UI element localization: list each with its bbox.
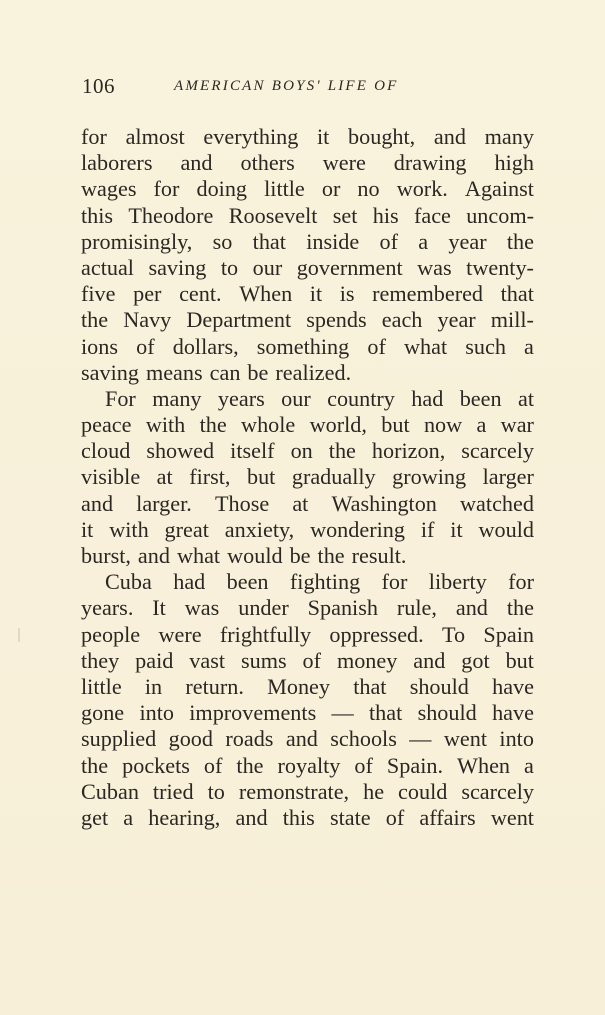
text-line: five per cent. When it is remembered that (81, 281, 534, 307)
text-line: visible at first, but gradually growing larger (81, 464, 534, 490)
body-text (81, 124, 534, 831)
text-line: get a hearing, and this state of affairs went (81, 804, 534, 830)
text-line: peace with the whole world, but now a war (81, 412, 534, 438)
text-line: the Navy Department spends each year mill- (81, 307, 534, 333)
page-header (82, 74, 542, 104)
text-line: For many years our country had been at (105, 385, 534, 411)
page-number: 106 (82, 74, 115, 98)
text-line: ions of dollars, something of what such a (81, 333, 534, 359)
text-line: years. It was under Spanish rule, and the (81, 595, 534, 621)
text-line: people were frightfully oppressed. To Spain (81, 621, 534, 647)
text-line: burst, and what would be the result. (81, 543, 407, 568)
text-line: cloud showed itself on the horizon, scarcely (81, 438, 534, 464)
margin-mark (18, 628, 20, 642)
text-line: for almost everything it bought, and many (81, 124, 534, 149)
text-line: this Theodore Roosevelt set his face uncom- (81, 202, 534, 228)
text-line: supplied good roads and schools — went into (81, 726, 534, 752)
text-line: gone into improvements — that should have (81, 700, 534, 726)
text-line: they paid vast sums of money and got but (81, 647, 534, 673)
text-line: actual saving to our government was twenty- (81, 254, 534, 280)
running-head: AMERICAN BOYS' LIFE OF (174, 78, 399, 94)
text-line: Cuba had been fighting for liberty for (105, 569, 534, 595)
text-line: saving means can be realized. (81, 359, 352, 385)
text-line: it with great anxiety, wondering if it would (81, 516, 534, 542)
text-line: and larger. Those at Washington watched (81, 490, 534, 516)
text-line: the pockets of the royalty of Spain. When a (81, 752, 534, 778)
text-line: laborers and others were drawing high (81, 150, 534, 176)
text-line: little in return. Money that should have (81, 673, 534, 699)
text-line: promisingly, so that inside of a year the (81, 228, 534, 254)
text-line: wages for doing little or no work. Against (81, 176, 534, 202)
text-line: Cuban tried to remonstrate, he could scarcely (81, 778, 534, 804)
